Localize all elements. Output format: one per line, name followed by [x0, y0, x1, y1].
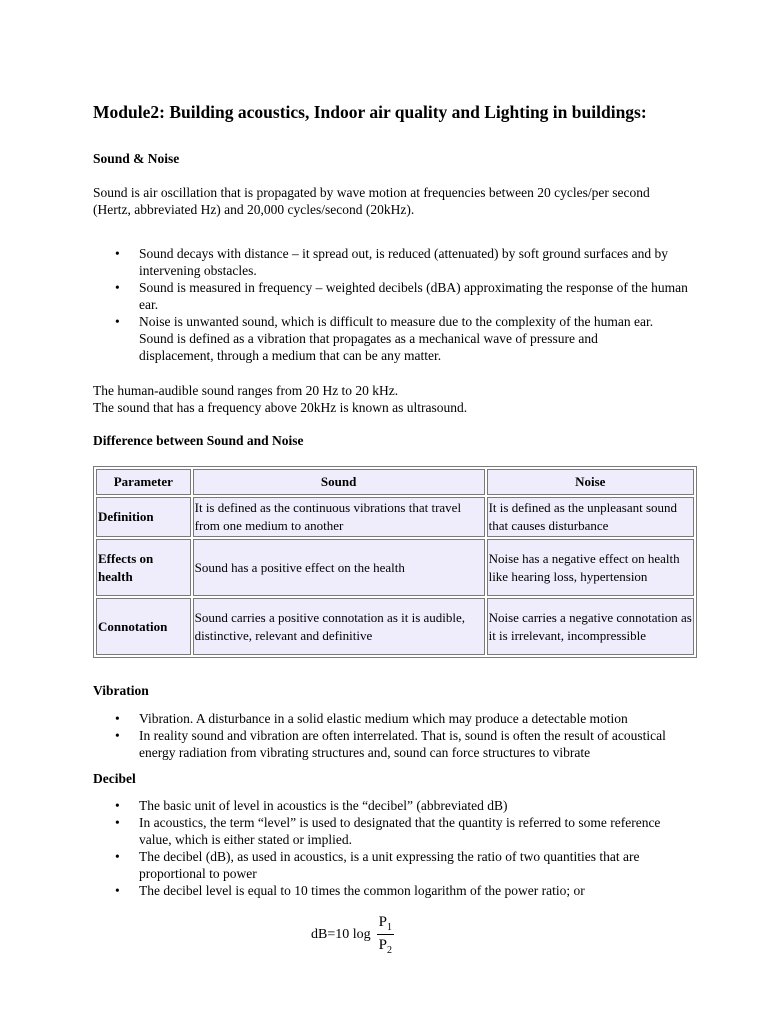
list-item: • In reality sound and vibration are often interrelated. That is, sound is often the result of acoustical energy radiation from vibrating structures and, sound can force structures to vibrate: [93, 727, 693, 761]
table-row: [96, 497, 694, 537]
range-line-1: The human-audible sound ranges from 20 Hz to 20 kHz.: [93, 383, 399, 398]
list-item: • The decibel level is equal to 10 times the common logarithm of the power ratio; or: [93, 882, 693, 899]
list-item: • Vibration. A disturbance in a solid elastic medium which may produce a detectable motion: [93, 710, 693, 727]
row-noise: Noise has a negative effect on health like hearing loss, hypertension: [487, 539, 694, 596]
header-parameter: Parameter: [96, 469, 191, 495]
heading-difference: Difference between Sound and Noise: [93, 433, 304, 448]
row-noise: Noise carries a negative connotation as it is irrelevant, incompressible: [487, 598, 694, 655]
list-item: • Sound decays with distance – it spread out, is reduced (attenuated) by soft ground surfaces and by intervening obstacles.: [93, 245, 693, 279]
row-param: Connotation: [96, 598, 191, 655]
row-sound: Sound carries a positive connotation as it is audible, distinctive, relevant and definitive: [193, 598, 485, 655]
list-item: • The basic unit of level in acoustics is the “decibel” (abbreviated dB): [93, 797, 693, 814]
table-row: [96, 539, 694, 596]
row-sound: Sound has a positive effect on the health: [193, 539, 485, 596]
heading-vibration: Vibration: [93, 683, 149, 698]
row-noise: It is defined as the unpleasant sound that causes disturbance: [487, 497, 694, 537]
table-header-row: [96, 469, 694, 495]
sound-bullet-list: [93, 245, 693, 364]
formula-lhs: dB=10 log: [311, 927, 371, 942]
list-item: • The decibel (dB), as used in acoustics, is a unit expressing the ratio of two quantities that are proportional to power: [93, 848, 693, 882]
decibel-formula: [311, 914, 394, 956]
list-item: • Noise is unwanted sound, which is difficult to measure due to the complexity of the human ear. Sound is defined as a vibration that propagates as a mechanical wave of pressure and displacement, through a medium that can be any matter.: [93, 313, 669, 364]
header-sound: Sound: [193, 469, 485, 495]
heading-decibel: Decibel: [93, 771, 136, 786]
table-row: [96, 598, 694, 655]
header-noise: Noise: [487, 469, 694, 495]
range-line-2: The sound that has a frequency above 20kHz is known as ultrasound.: [93, 400, 468, 415]
formula-numerator: $P_1$: [378, 914, 392, 933]
comparison-table: [93, 466, 697, 658]
formula-denominator: $P_2$: [378, 937, 392, 956]
row-sound: It is defined as the continuous vibrations that travel from one medium to another: [193, 497, 485, 537]
list-item: • In acoustics, the term “level” is used to designated that the quantity is referred to some reference value, which is either stated or implied.: [93, 814, 693, 848]
intro-paragraph: Sound is air oscillation that is propagated by wave motion at frequencies between 20 cycles/per second (Hertz, abbreviated Hz) and 20,000 cycles/second (20kHz).: [93, 185, 650, 217]
heading-sound-noise: Sound & Noise: [93, 151, 180, 166]
page-title: Module2: Building acoustics, Indoor air quality and Lighting in buildings:: [93, 102, 647, 122]
decibel-bullet-list: [93, 797, 693, 899]
list-item: • Sound is measured in frequency – weighted decibels (dBA) approximating the response of the human ear.: [93, 279, 693, 313]
row-param: Effects on health: [96, 539, 191, 596]
formula-fraction: [377, 914, 394, 956]
row-param: Definition: [96, 497, 191, 537]
vibration-bullet-list: [93, 710, 693, 761]
